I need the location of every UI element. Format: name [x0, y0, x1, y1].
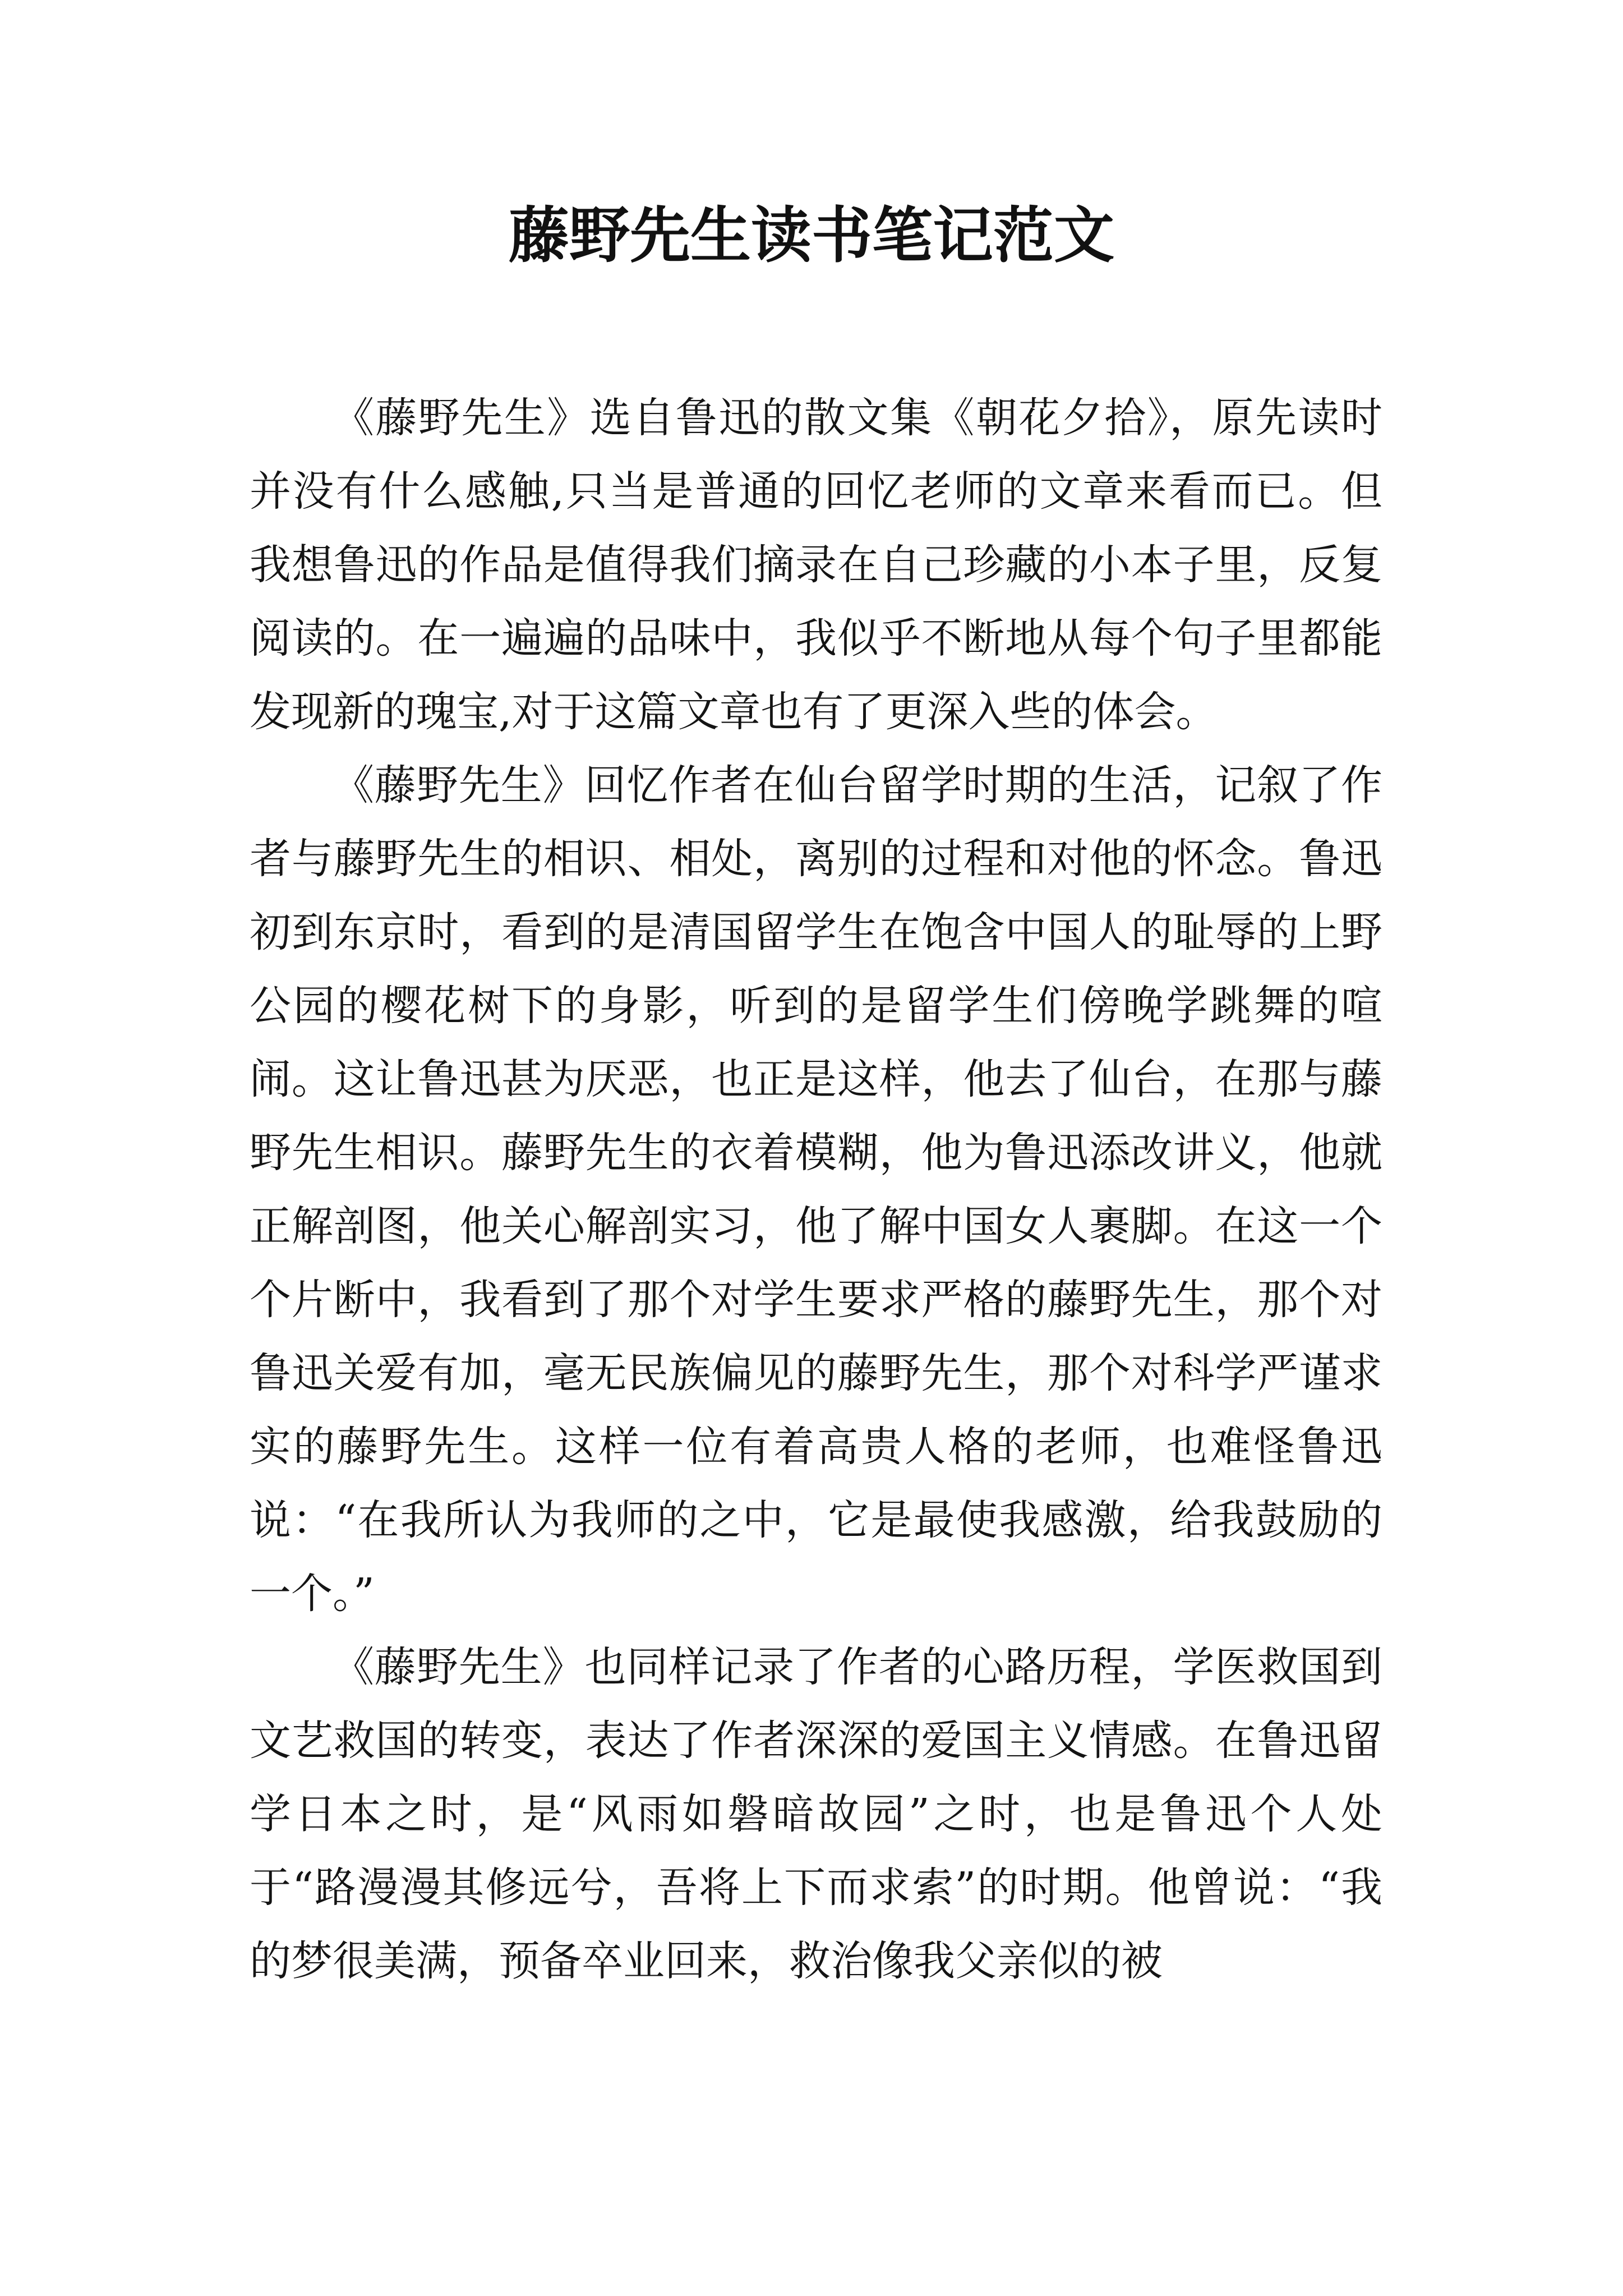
paragraph: 《藤野先生》选自鲁迅的散文集《朝花夕拾》，原先读时并没有什么感触,只当是普通的回忆老师的文章来看而已。但我想鲁迅的作品是值得我们摘录在自己珍藏的小本子里，反复阅读的。在一遍遍的品味中，我似乎不断地从每个句子里都能发现新的瑰宝,对于这篇文章也有了更深入些的体会。 — [250, 394, 1382, 736]
document-body — [250, 381, 1382, 1998]
paragraph: 《藤野先生》回忆作者在仙台留学时期的生活，记叙了作者与藤野先生的相识、相处，离别的过程和对他的怀念。鲁迅初到东京时，看到的是清国留学生在饱含中国人的耻辱的上野公园的樱花树下的身影，听到的是留学生们傍晚学跳舞的喧闹。这让鲁迅甚为厌恶，也正是这样，他去了仙台，在那与藤野先生相识。藤野先生的衣着模糊，他为鲁迅添改讲义，他就正解剖图，他关心解剖实习，他了解中国女人裹脚。在这一个个片断中，我看到了那个对学生要求严格的藤野先生，那个对鲁迅关爱有加，毫无民族偏见的藤野先生，那个对科学严谨求实的藤野先生。这样一位有着高贵人格的老师，也难怪鲁迅说：“在我所认为我师的之中，它是最使我感激，给我鼓励的一个。” — [250, 761, 1382, 1618]
paragraph: 《藤野先生》也同样记录了作者的心路历程，学医救国到文艺救国的转变，表达了作者深深的爱国主义情感。在鲁迅留学日本之时，是“风雨如磐暗故园”之时，也是鲁迅个人处于“路漫漫其修远兮，吾将上下而求索”的时期。他曾说：“我的梦很美满，预备卒业回来，救治像我父亲似的被 — [250, 1643, 1382, 1985]
document-title: 藤野先生读书笔记范文 — [508, 200, 1114, 271]
